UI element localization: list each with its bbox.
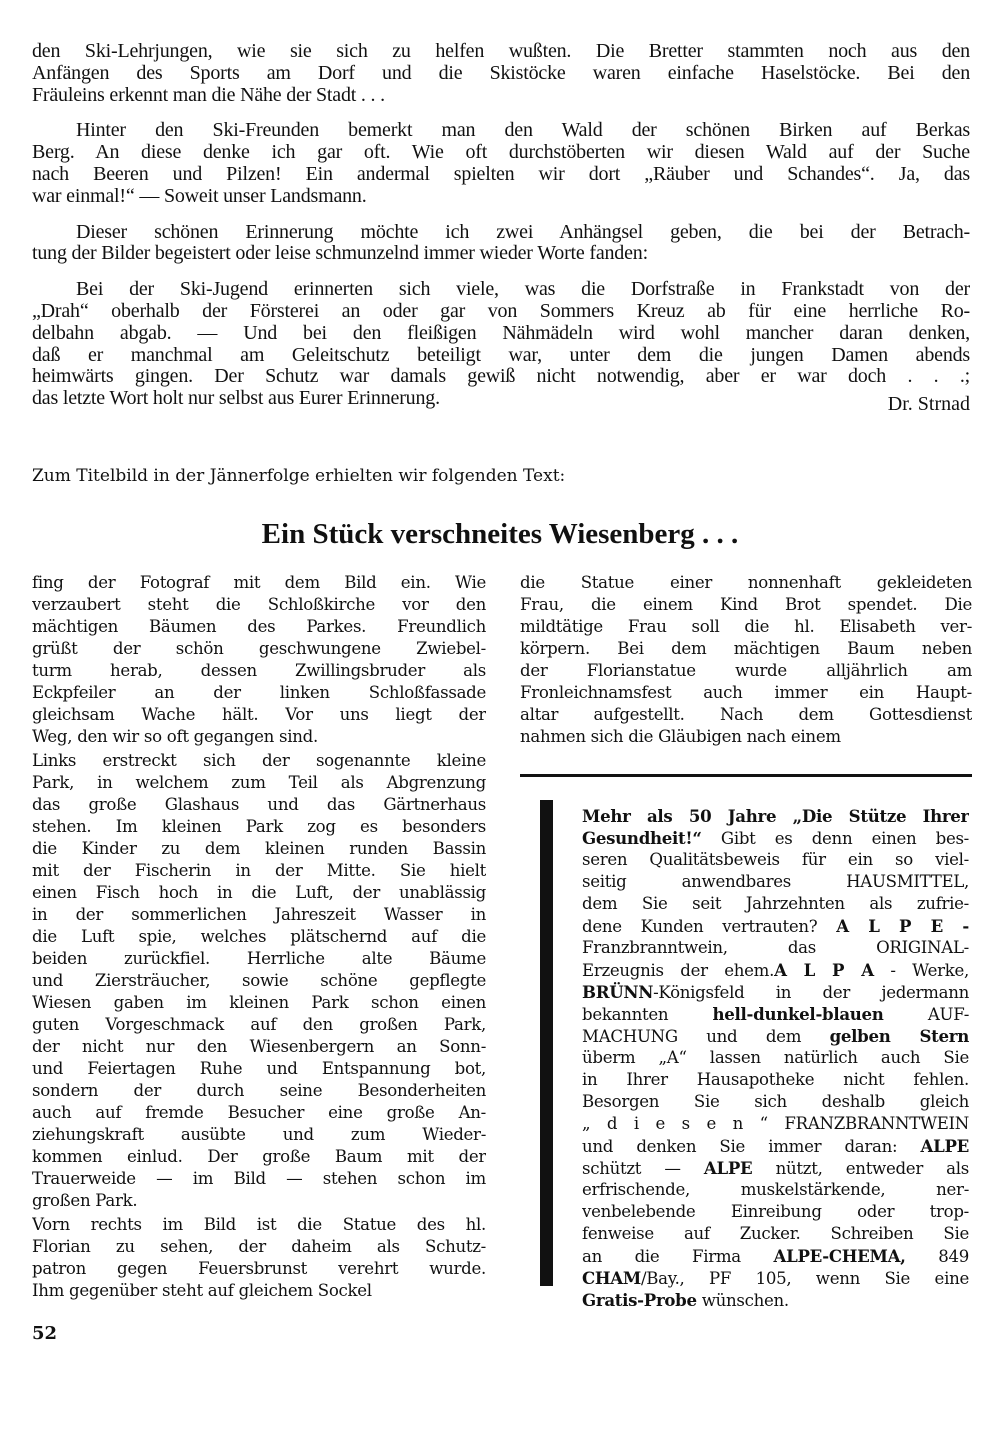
text: das letzte Wort holt nur selbst aus Eurer Erinnerung. [32, 388, 440, 410]
text-line [582, 959, 969, 981]
text-line [32, 926, 486, 948]
text: das große Glashaus und das Gärtnerhaus [32, 795, 486, 814]
text-line [520, 660, 972, 682]
text: auch auf fremde Besucher eine große An- [32, 1103, 486, 1122]
text-line [32, 41, 970, 63]
text-line [32, 1124, 486, 1146]
text: Berg. An diese denke ich gar oft. Wie oft durchstöberten wir diesen Wald auf der Suche [32, 142, 970, 164]
text: nützt, entweder als [752, 1159, 969, 1178]
text-line [32, 616, 486, 638]
paragraph [32, 222, 970, 266]
text: bekannten [582, 1005, 713, 1024]
text-line [32, 904, 486, 926]
text-line [582, 1201, 969, 1223]
text: an die Firma [582, 1247, 774, 1266]
text: war einmal!“ — Soweit unser Landsmann. [32, 185, 367, 207]
text: Franzbranntwein, das ORIGINAL- [582, 938, 969, 957]
text-line [520, 682, 972, 704]
text: daß er manchmal am Geleitschutz beteiligt war, unter dem die jungen Damen abends [32, 344, 970, 366]
text-line [582, 893, 969, 915]
text-line [32, 388, 970, 410]
text: Gibt es denn einen bes- [701, 829, 969, 848]
text-line [32, 1280, 486, 1302]
text: Vorn rechts im Bild ist die Statue des hl. [32, 1215, 486, 1234]
text-line [582, 871, 969, 893]
text: nach Beeren und Pilzen! Ein andermal spielten wir dort „Räuber und Schandes“. Ja, das [32, 163, 970, 185]
text: turm herab, dessen Zwillingsbruder als [32, 661, 486, 680]
bold-text: ALPE-CHEMA, [773, 1246, 906, 1266]
text-line [520, 572, 972, 594]
text-line [582, 1245, 969, 1267]
page-number: 52 [32, 1323, 58, 1344]
text: mächtigen Bäumen des Parkes. Freundlich [32, 617, 486, 636]
text: 849 [905, 1247, 969, 1266]
text: Bei der Ski-Jugend erinnerten sich viele, was die Dorfstraße in Frankstadt von der [76, 279, 970, 301]
text: Park, in welchem zum Teil als Abgrenzung [32, 773, 486, 792]
text-line [520, 726, 972, 748]
text-line [32, 301, 970, 323]
text: Frau, die einem Kind Brot spendet. Die [520, 595, 972, 614]
text: AUF- [883, 1005, 969, 1024]
text: die Luft spie, welches plätschernd auf die [32, 927, 486, 946]
text-line [32, 1146, 486, 1168]
text: dene Kunden vertrauten? [582, 917, 837, 936]
text: „Drah“ oberhalb der Försterei an oder gar von Sommers Kreuz ab für eine herrliche Ro- [32, 300, 970, 322]
text: Weg, den wir so oft gegangen sind. [32, 727, 318, 746]
bold-text: BRÜNN [582, 982, 654, 1002]
text-line [582, 1157, 969, 1179]
text: /Bay., PF 105, wenn Sie eine [640, 1269, 969, 1288]
text: „ d i e s e n “ FRANZBRANNTWEIN [582, 1114, 969, 1133]
text-line [32, 85, 970, 107]
text: -Königsfeld in der jedermann [653, 983, 969, 1002]
text-line [582, 1025, 969, 1047]
text: Fräuleins erkennt man die Nähe der Stadt . . . [32, 84, 385, 106]
text-line [582, 1289, 969, 1311]
text: den Ski-Lehrjungen, wie sie sich zu helfen wußten. Die Bretter stammten noch aus den [32, 41, 970, 62]
paragraph [32, 750, 486, 1212]
intro-line: Zum Titelbild in der Jännerfolge erhielten wir folgenden Text: [32, 466, 566, 486]
text: Wiesen gaben im kleinen Park schon einen [32, 993, 486, 1012]
text: venbelebende Einreibung oder trop- [582, 1202, 969, 1221]
text-line [32, 1036, 486, 1058]
text-line [32, 726, 486, 748]
text: guten Vorgeschmack auf den großen Park, [32, 1015, 486, 1034]
text: ziehungskraft ausübte und zum Wieder- [32, 1125, 486, 1144]
text: - Werke, [873, 961, 969, 980]
bold-text: hell-dunkel-blauen [712, 1004, 884, 1024]
text-line [32, 1168, 486, 1190]
text-line [582, 937, 969, 959]
text: der nicht nur den Wiesenbergern an Sonn- [32, 1037, 486, 1056]
text-line [32, 948, 486, 970]
bold-text: ALPE [920, 1136, 969, 1156]
text-line [582, 805, 969, 827]
text: grüßt der schön geschwungene Zwiebel- [32, 639, 486, 658]
text: Dieser schönen Erinnerung möchte ich zwei Anhängsel geben, die bei der Betrach- [76, 221, 970, 243]
text-line [32, 750, 486, 772]
bold-text: A L P E - [836, 916, 969, 936]
text: delbahn abgab. — Und bei den fleißigen Nähmädeln wird wohl mancher daran denken, [32, 322, 970, 344]
paragraph [32, 41, 970, 106]
paragraph [32, 120, 970, 207]
text-line [582, 1179, 969, 1201]
text: Links erstreckt sich der sogenannte kleine [32, 751, 486, 770]
text: mildtätige Frau soll die hl. Elisabeth ver- [520, 617, 972, 636]
text-line [32, 772, 486, 794]
paragraph [32, 572, 486, 748]
text: einen Fisch hoch in die Luft, der unablässig [32, 883, 486, 902]
text-line [32, 142, 970, 164]
text-line [32, 1190, 486, 1212]
text: beiden zurückfiel. Herrliche alte Bäume [32, 949, 486, 968]
text-line [582, 981, 969, 1003]
text: Ihm gegenüber steht auf gleichem Sockel [32, 1281, 372, 1300]
text-line [32, 323, 970, 345]
article-title: Ein Stück verschneites Wiesenberg . . . [261, 518, 739, 550]
left-column [32, 572, 486, 1302]
text-line [32, 222, 970, 244]
bold-text: gelben Stern [829, 1026, 969, 1046]
text-line [582, 1047, 969, 1069]
text: altar aufgestellt. Nach dem Gottesdienst [520, 705, 972, 724]
text-line [32, 860, 486, 882]
paragraph [582, 805, 969, 1311]
text: erfrischende, muskelstärkende, ner- [582, 1180, 969, 1199]
text: Besorgen Sie sich deshalb gleich [582, 1092, 969, 1111]
text-line [32, 638, 486, 660]
text-line [32, 682, 486, 704]
text-line [32, 970, 486, 992]
text: die Kinder zu dem kleinen runden Bassin [32, 839, 486, 858]
bold-text: CHAM [582, 1268, 641, 1288]
text-line [520, 704, 972, 726]
text: seren Qualitätsbeweis für ein so viel- [582, 850, 969, 869]
text: gleichsam Wache hält. Vor uns liegt der [32, 705, 486, 724]
text: mit der Fischerin in der Mitte. Sie hielt [32, 861, 486, 880]
text-line [520, 638, 972, 660]
text-line [32, 1058, 486, 1080]
text: und Feiertagen Ruhe und Entspannung bot, [32, 1059, 486, 1078]
text-line [32, 660, 486, 682]
text: Hinter den Ski-Freunden bemerkt man den Wald der schönen Birken auf Berkas [76, 120, 970, 142]
text-line [32, 816, 486, 838]
bold-text: A L P A [774, 960, 874, 980]
text: tung der Bilder begeistert oder leise schmunzelnd immer wieder Worte fanden: [32, 243, 648, 265]
text: dem Sie seit Jahrzehnten als zufrie- [582, 894, 969, 913]
advertisement-text [582, 805, 969, 1311]
bold-text: Gesundheit!“ [582, 828, 702, 848]
text: MACHUNG und dem [582, 1027, 830, 1046]
text-line [582, 1113, 969, 1135]
text: verzaubert steht die Schloßkirche vor den [32, 595, 486, 614]
text: großen Park. [32, 1191, 138, 1210]
text-line [32, 794, 486, 816]
text-line [32, 120, 970, 142]
text-line [32, 1080, 486, 1102]
text-line [32, 882, 486, 904]
text-line [32, 594, 486, 616]
bold-text: Mehr als 50 Jahre „Die Stütze Ihrer [582, 806, 969, 826]
text-line [582, 1135, 969, 1157]
paragraph [32, 279, 970, 410]
text: Anfängen des Sports am Dorf und die Skistöcke waren einfache Haselstöcke. Bei den [32, 62, 970, 84]
text-line [32, 345, 970, 367]
text: sondern der durch seine Besonderheiten [32, 1081, 486, 1100]
text: stehen. Im kleinen Park zog es besonders [32, 817, 486, 836]
text: schützt — [582, 1159, 704, 1178]
text: seitig anwendbares HAUSMITTEL, [582, 872, 969, 891]
bold-text: ALPE [703, 1158, 753, 1178]
text-line [582, 915, 969, 937]
column-divider-rule [520, 774, 972, 777]
text-line [582, 1223, 969, 1245]
text: patron gegen Feuersbrunst verehrt wurde. [32, 1259, 486, 1278]
text-line [32, 1258, 486, 1280]
text: Trauerweide — im Bild — stehen schon im [32, 1169, 486, 1188]
text-line [32, 1102, 486, 1124]
bold-text: Gratis-Probe [582, 1290, 697, 1310]
text: in der sommerlichen Jahreszeit Wasser in [32, 905, 486, 924]
right-column [520, 572, 972, 748]
text-line [520, 616, 972, 638]
text: und Ziersträucher, sowie schöne gepflegte [32, 971, 486, 990]
text-line [32, 838, 486, 860]
text-line [582, 1091, 969, 1113]
text-line [32, 572, 486, 594]
text-line [32, 992, 486, 1014]
text-line [32, 63, 970, 85]
text: der Florianstatue wurde alljährlich am [520, 661, 972, 680]
text-line [32, 1236, 486, 1258]
advertisement-bar [540, 800, 553, 1286]
text-line [582, 849, 969, 871]
text: fing der Fotograf mit dem Bild ein. Wie [32, 573, 486, 592]
author-signature: Dr. Strnad [887, 393, 970, 415]
text-line [32, 186, 970, 208]
text-line [32, 1214, 486, 1236]
text: Florian zu sehen, der daheim als Schutz- [32, 1237, 486, 1256]
text-line [582, 1267, 969, 1289]
top-text-section [32, 41, 970, 410]
text-line [32, 366, 970, 388]
paragraph [520, 572, 972, 748]
text: und denken Sie immer daran: [582, 1137, 921, 1156]
text: nahmen sich die Gläubigen nach einem [520, 727, 841, 746]
text: heimwärts gingen. Der Schutz war damals gewiß nicht notwendig, aber er war doch . . .; [32, 366, 970, 388]
text-line [32, 243, 970, 265]
text-line [582, 827, 969, 849]
text: wünschen. [696, 1291, 789, 1310]
text: in Ihrer Hausapotheke nicht fehlen. [582, 1070, 969, 1089]
text: körpern. Bei dem mächtigen Baum neben [520, 639, 972, 658]
text-line [582, 1003, 969, 1025]
text: fenweise auf Zucker. Schreiben Sie [582, 1224, 969, 1243]
text: kommen einlud. Der große Baum mit der [32, 1147, 486, 1166]
paragraph [32, 1214, 486, 1302]
text-line [32, 704, 486, 726]
text: Eckpfeiler an der linken Schloßfassade [32, 683, 486, 702]
text-line [32, 164, 970, 186]
text: überm „A“ lassen natürlich auch Sie [582, 1048, 969, 1067]
text-line [520, 594, 972, 616]
text-line [32, 279, 970, 301]
text-line [32, 1014, 486, 1036]
text: die Statue einer nonnenhaft gekleideten [520, 573, 972, 592]
text-line [582, 1069, 969, 1091]
text: Fronleichnamsfest auch immer ein Haupt- [520, 683, 972, 702]
text: Erzeugnis der ehem. [582, 961, 775, 980]
